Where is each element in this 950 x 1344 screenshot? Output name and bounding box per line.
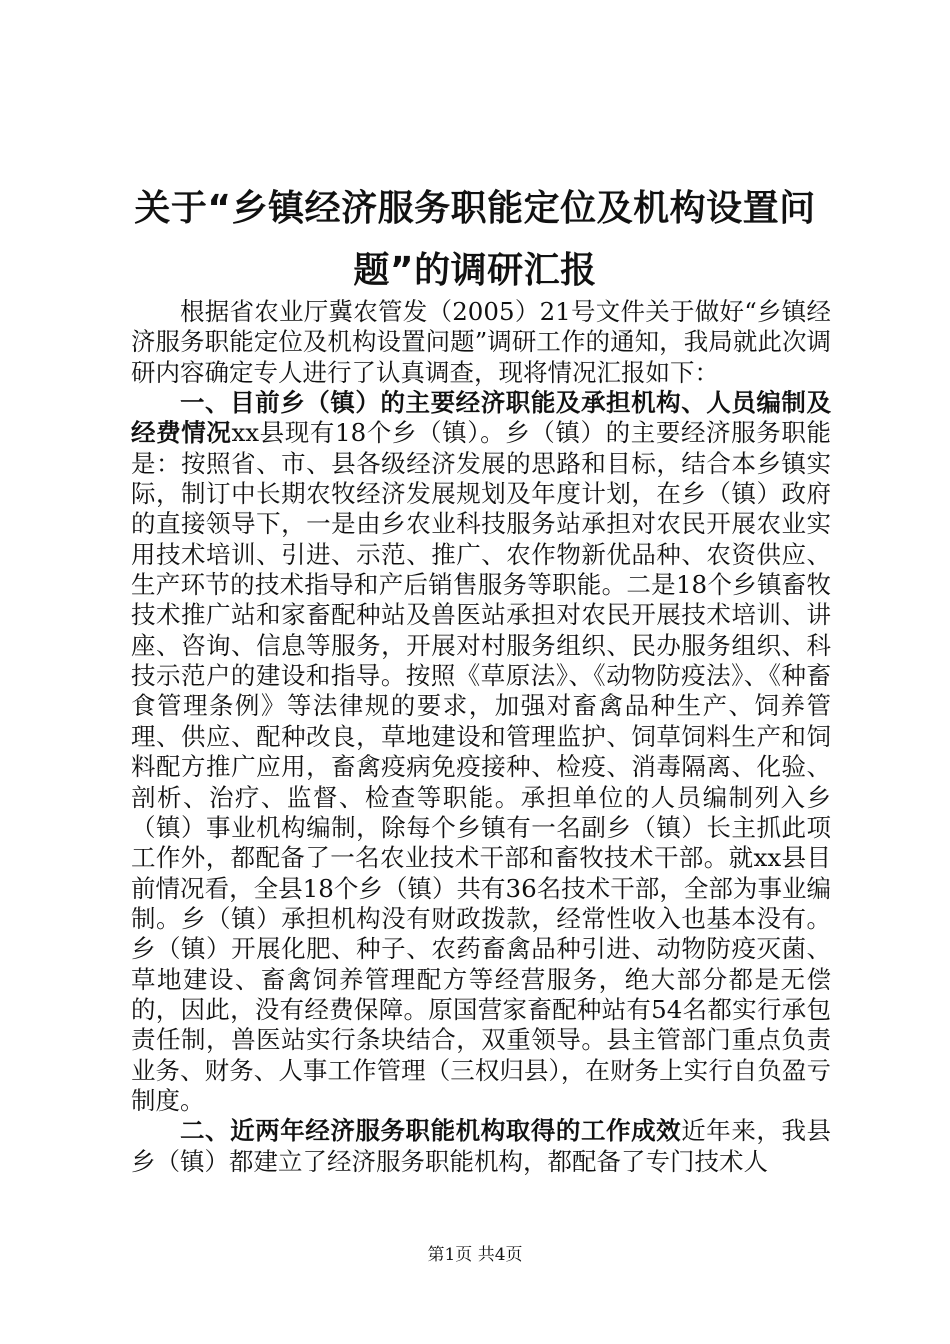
section-1-paragraph [131, 388, 831, 1116]
section-1-heading: 一、目前乡（镇）的主要经济职能及承担机构、人员编制及经费情况 [131, 388, 831, 448]
section-1-body: xx县现有18个乡（镇）。乡（镇）的主要经济服务职能是：按照省、市、县各级经济发展的思路和目标，结合本乡镇实际，制订中长期农牧经济发展规划及年度计划，在乡（镇）政府的直接领导下，一是由乡农业科技服务站承担对农民开展农业实用技术培训、引进、示范、推广、农作物新优品种、农资供应、生产环节的技术指导和产后销售服务等职能。二是18个乡镇畜牧技术推广站和家畜配种站及兽医站承担对农民开展技术培训、讲座、咨询、信息等服务，开展对村服务组织、民办服务组织、科技示范户的建设和指导。按照《草原法》、《动物防疫法》、《种畜食管理条例》等法律规的要求，加强对畜禽品种生产、饲养管理、供应、配种改良，草地建设和管理监护、饲草饲料生产和饲料配方推广应用，畜禽疫病免疫接种、检疫、消毒隔离、化验、剖析、治疗、监督、检查等职能。承担单位的人员编制列入乡（镇）事业机构编制，除每个乡镇有一名副乡（镇）长主抓此项工作外，都配备了一名农业技术干部和畜牧技术干部。就xx县目前情况看，全县18个乡（镇）共有36名技术干部，全部为事业编制。乡（镇）承担机构没有财政拨款，经常性收入也基本没有。乡（镇）开展化肥、种子、农药畜禽品种引进、动物防疫灭菌、草地建设、畜禽饲养管理配方等经营服务，绝大部分都是无偿的，因此，没有经费保障。原国营家畜配种站有54名都实行承包责任制，兽医站实行条块结合，双重领导。县主管部门重点负责业务、财务、人事工作管理（三权归县），在财务上实行自负盈亏制度。 [131, 418, 831, 1115]
section-2-heading: 二、近两年经济服务职能机构取得的工作成效 [180, 1116, 682, 1146]
intro-paragraph: 根据省农业厅冀农管发（2005）21号文件关于做好“乡镇经济服务职能定位及机构设置问题”调研工作的通知，我局就此次调研内容确定专人进行了认真调查，现将情况汇报如下： [131, 297, 831, 387]
page-number-footer: 第1页 共4页 [427, 1245, 523, 1265]
document-title: 关于“乡镇经济服务职能定位及机构设置问题”的调研汇报 [134, 188, 816, 291]
section-2-paragraph [131, 1116, 831, 1177]
section-2-body: 近年来，我县乡（镇）都建立了经济服务职能机构，都配备了专门技术人 [131, 1116, 832, 1176]
document-body [131, 297, 831, 1177]
